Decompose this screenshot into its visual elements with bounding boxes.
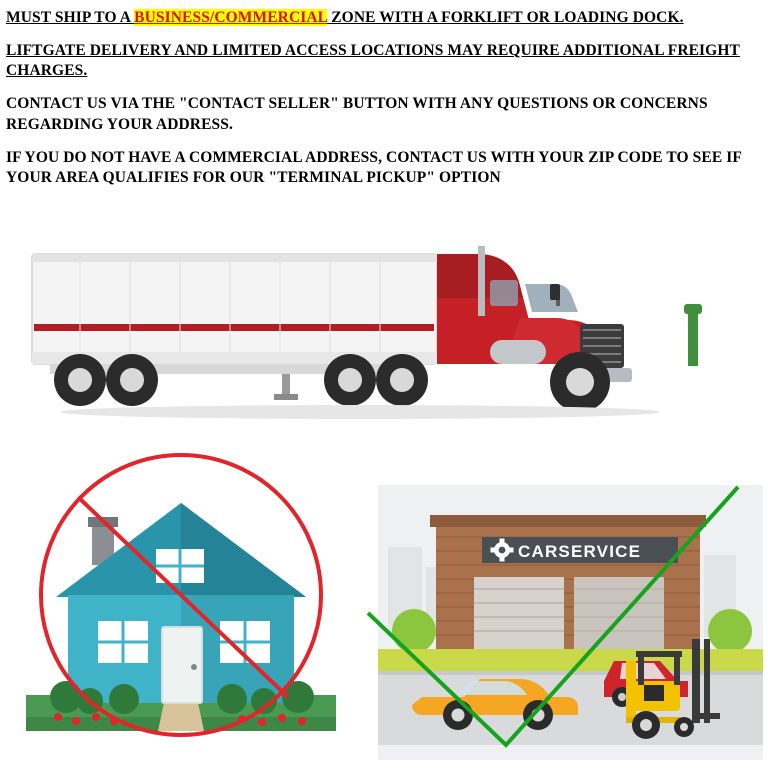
- notice-line-4: IF YOU DO NOT HAVE A COMMERCIAL ADDRESS, CONTACT US WITH YOUR ZIP CODE TO SEE IF YOUR AREA QUALIFIES FOR OUR "TERMINAL PICKUP" OPTION: [6, 148, 742, 186]
- delivery-location-comparison: [0, 445, 768, 765]
- notice-line-1-part-a: MUST SHIP TO A: [6, 9, 135, 26]
- house-icon: [6, 445, 366, 763]
- notice-line-2: LIFTGATE DELIVERY AND LIMITED ACCESS LOCATIONS MAY REQUIRE ADDITIONAL FREIGHT CHARGES.: [6, 42, 740, 80]
- shipping-notice-block: [0, 0, 768, 201]
- residential-house-illustration: [6, 445, 366, 763]
- commercial-shop-illustration: [378, 485, 763, 760]
- semi-truck-icon: [20, 240, 720, 430]
- shop-sign-text: CARSERVICE: [518, 542, 642, 561]
- notice-line-1-highlight: BUSINESS/COMMERCIAL: [134, 9, 328, 26]
- notice-line-3: CONTACT US VIA THE "CONTACT SELLER" BUTTON WITH ANY QUESTIONS OR CONCERNS REGARDING YOUR ADDRESS.: [6, 95, 708, 133]
- car-service-icon: [378, 485, 763, 760]
- notice-line-1-part-b: ZONE WITH A FORKLIFT OR LOADING DOCK.: [327, 9, 684, 26]
- notice-line-1: [6, 8, 758, 28]
- semi-truck-illustration: [20, 240, 720, 430]
